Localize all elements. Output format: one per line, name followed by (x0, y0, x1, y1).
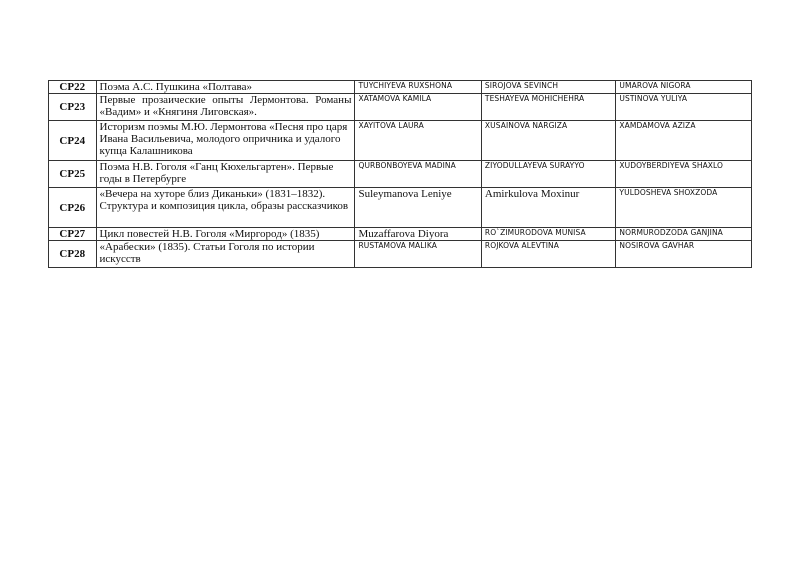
student-name: SIROJOVA SEVINCH (481, 81, 616, 94)
task-topic: «Вечера на хуторе близ Диканьки» (1831–1832). Структура и композиция цикла, образы рассказчиков (96, 188, 355, 228)
assignment-table (48, 80, 752, 268)
table-row (49, 94, 752, 121)
student-name: Suleymanova Leniye (355, 188, 481, 228)
student-name: Muzaffarova Diyora (355, 228, 481, 241)
student-name: NORMURODZODA GANJINA (616, 228, 752, 241)
student-name: Amirkulova Moxinur (481, 188, 616, 228)
task-code: СР23 (49, 94, 97, 121)
task-topic: Цикл повестей Н.В. Гоголя «Миргород» (1835) (96, 228, 355, 241)
page-sheet (48, 80, 752, 268)
task-code: СР26 (49, 188, 97, 228)
table-row (49, 228, 752, 241)
student-name: NOSIROVA GAVHAR (616, 241, 752, 268)
task-code: СР25 (49, 161, 97, 188)
student-name: ROJKOVA ALEVTINA (481, 241, 616, 268)
student-name: QURBONBOYEVA MADINA (355, 161, 481, 188)
task-code: СР22 (49, 81, 97, 94)
student-name: YULDOSHEVA SHOXZODA (616, 188, 752, 228)
task-code: СР24 (49, 121, 97, 161)
task-code: СР27 (49, 228, 97, 241)
task-topic: Поэма Н.В. Гоголя «Ганц Кюхельгартен». Первые годы в Петербурге (96, 161, 355, 188)
student-name: XUDOYBERDIYEVA SHAXLO (616, 161, 752, 188)
task-topic: «Арабески» (1835). Статьи Гоголя по истории искусств (96, 241, 355, 268)
table-row (49, 121, 752, 161)
student-name: USTINOVA YULIYA (616, 94, 752, 121)
table-row (49, 81, 752, 94)
student-name: UMAROVA NIGORA (616, 81, 752, 94)
table-row (49, 161, 752, 188)
student-name: ZIYODULLAYEVA SURAYYO (481, 161, 616, 188)
table-row (49, 241, 752, 268)
task-code: СР28 (49, 241, 97, 268)
task-topic: Поэма А.С. Пушкина «Полтава» (96, 81, 355, 94)
student-name: XAYITOVA LAURA (355, 121, 481, 161)
student-name: TUYCHIYEVA RUXSHONA (355, 81, 481, 94)
student-name: RO`ZIMURODOVA MUNISA (481, 228, 616, 241)
task-topic: Первые прозаические опыты Лермонтова. Романы «Вадим» и «Княгиня Лиговская». (96, 94, 355, 121)
task-topic: Историзм поэмы М.Ю. Лермонтова «Песня про царя Ивана Васильевича, молодого опричника и удалого купца Калашникова (96, 121, 355, 161)
student-name: XATAMOVA KAMILA (355, 94, 481, 121)
student-name: TESHAYEVA MOHICHEHRA (481, 94, 616, 121)
student-name: RUSTAMOVA MALIKA (355, 241, 481, 268)
student-name: XAMDAMOVA AZIZA (616, 121, 752, 161)
student-name: XUSAINOVA NARGIZA (481, 121, 616, 161)
table-row (49, 188, 752, 228)
